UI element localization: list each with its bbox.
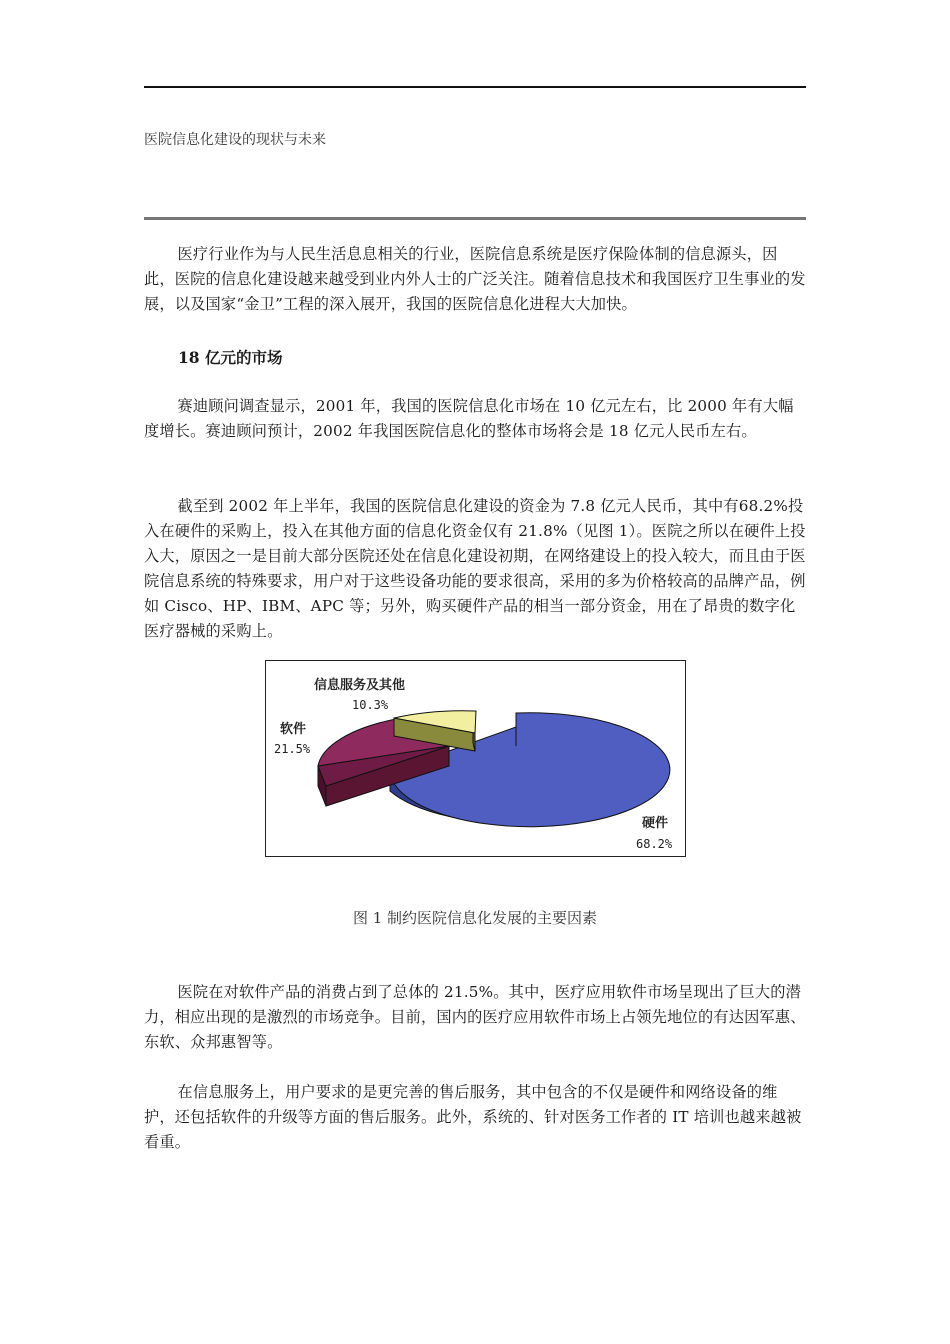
paragraph-intro: 医疗行业作为与人民生活息息相关的行业，医院信息系统是医疗保险体制的信息源头，因此，医院的信息化建设越来越受到业内外人士的广泛关注。随着信息技术和我国医疗卫生事业的发展，以及国家“金卫”工程的深入展开，我国的医院信息化进程大大加快。 [144, 245, 806, 313]
header-rule-top [144, 86, 806, 88]
pie-chart [266, 661, 685, 856]
label-services-name: 信息服务及其他 [314, 678, 406, 693]
label-hardware-name: 硬件 [642, 816, 669, 831]
paragraph-services: 在信息服务上，用户要求的是更完善的售后服务，其中包含的不仅是硬件和网络设备的维护，还包括软件的升级等方面的售后服务。此外，系统的、针对医务工作者的 IT 培训也越来越被看重。 [144, 1083, 802, 1151]
document-title: 医院信息化建设的现状与未来 [144, 132, 326, 148]
label-services-value: 10.3% [352, 698, 389, 712]
label-software-value: 21.5% [274, 742, 311, 756]
label-hardware-value: 68.2% [636, 837, 673, 851]
pie-chart-figure [265, 660, 686, 857]
paragraph-software: 医院在对软件产品的消费占到了总体的 21.5%。其中，医疗应用软件市场呈现出了巨大的潜力，相应出现的是激烈的市场竞争。目前，国内的医疗应用软件市场上占领先地位的有达因军惠、东软、众邦惠智等。 [144, 983, 806, 1051]
paragraph-funding: 截至到 2002 年上半年，我国的医院信息化建设的资金为 7.8 亿元人民币，其中有68.2%投入在硬件的采购上，投入在其他方面的信息化资金仅有 21.8%（见图 1）。医院之所以在硬件上投入大，原因之一是目前大部分医院还处在信息化建设初期，在网络建设上的投入较大，而且由于医院信息系统的特殊要求，用户对于这些设备功能的要求很高，采用的多为价格较高的品牌产品，例如 Cisco、HP、IBM、APC 等；另外，购买硬件产品的相当一部分资金，用在了昂贵的数字化医疗器械的采购上。 [144, 497, 806, 640]
figure-caption: 图 1 制约医院信息化发展的主要因素 [352, 909, 598, 927]
paragraph-market-size: 赛迪顾问调查显示，2001 年，我国的医院信息化市场在 10 亿元左右，比 2000 年有大幅度增长。赛迪顾问预计，2002 年我国医院信息化的整体市场将会是 18 亿元人民币左右。 [144, 397, 794, 440]
header-rule-bottom [144, 217, 806, 220]
section-heading-market: 18 亿元的市场 [178, 348, 283, 367]
label-software-name: 软件 [280, 722, 307, 737]
